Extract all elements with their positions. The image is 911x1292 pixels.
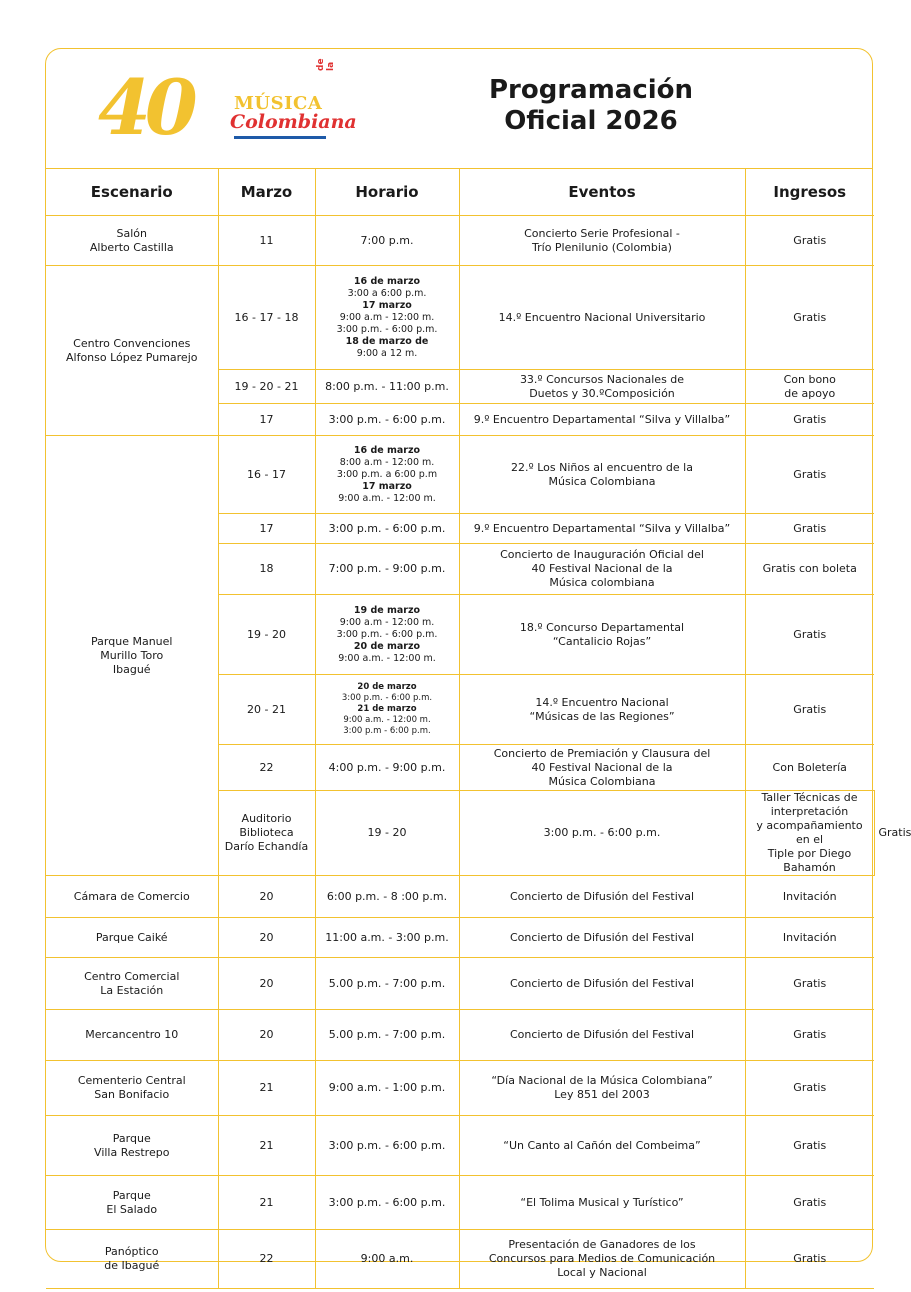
ingreso-cell bbox=[745, 436, 874, 514]
ingreso-line: de apoyo bbox=[784, 386, 836, 400]
venue-cell bbox=[46, 216, 218, 266]
schedule-time: 4:00 p.m. - 9:00 p.m. bbox=[328, 760, 446, 774]
event-line: Trío Plenilunio (Colombia) bbox=[532, 240, 672, 254]
marzo-cell: 19 - 20 - 21 bbox=[218, 370, 315, 404]
horario-cell bbox=[315, 544, 459, 595]
event-line: Música colombiana bbox=[549, 576, 655, 589]
marzo-cell: 16 - 17 bbox=[218, 436, 315, 514]
schedule-time: 6:00 p.m. - 8 :00 p.m. bbox=[326, 889, 448, 903]
event-line: 18.º Concurso Departamental bbox=[519, 620, 685, 634]
venue-cell bbox=[46, 918, 218, 958]
event-cell bbox=[459, 918, 745, 958]
event-cell bbox=[459, 436, 745, 514]
horario-cell bbox=[315, 675, 459, 745]
ingreso-line: Gratis bbox=[793, 627, 827, 641]
ingreso-line: Invitación bbox=[782, 889, 837, 903]
ingreso-line: Gratis bbox=[793, 976, 827, 990]
venue-cell bbox=[218, 791, 315, 876]
schedule-time: 3:00 p.m. - 6:00 p.m. bbox=[328, 1195, 446, 1209]
horario-cell bbox=[315, 436, 459, 514]
ingreso-cell bbox=[745, 370, 874, 404]
venue-line: San Bonifacio bbox=[94, 1088, 170, 1101]
schedule-time: 3:00 p.m. - 6:00 p.m. bbox=[336, 323, 438, 335]
horario-cell bbox=[315, 918, 459, 958]
venue-line: Salón bbox=[116, 226, 147, 240]
event-line: Concierto de Difusión del Festival bbox=[509, 889, 695, 903]
ingreso-line: Gratis bbox=[793, 310, 827, 324]
schedule-time: 9:00 a.m - 12:00 m. bbox=[339, 616, 435, 628]
ingreso-line: Gratis bbox=[793, 1252, 827, 1265]
schedule-time: 3:00 a 6:00 p.m. bbox=[347, 287, 427, 299]
horario-cell bbox=[315, 1230, 459, 1289]
table-row bbox=[46, 216, 874, 266]
venue-cell bbox=[46, 1061, 218, 1116]
event-line: Concierto Serie Profesional - bbox=[524, 226, 680, 240]
ingreso-cell bbox=[745, 216, 874, 266]
title-line-1: Programación bbox=[488, 75, 694, 105]
venue-cell bbox=[46, 1116, 218, 1176]
event-line: Concierto de Difusión del Festival bbox=[509, 1028, 695, 1041]
schedule-table bbox=[46, 169, 911, 1289]
horario-cell bbox=[315, 404, 459, 436]
marzo-cell: 22 bbox=[218, 1230, 315, 1289]
schedule-date: 20 de marzo bbox=[353, 640, 421, 652]
marzo-cell: 20 bbox=[218, 1010, 315, 1061]
marzo-cell: 21 bbox=[218, 1116, 315, 1176]
col-header-ingresos: Ingresos bbox=[745, 169, 874, 216]
event-cell bbox=[459, 404, 745, 436]
event-line: 40 Festival Nacional de la bbox=[531, 562, 673, 575]
event-cell bbox=[459, 1061, 745, 1116]
table-row bbox=[46, 1061, 874, 1116]
horario-cell bbox=[315, 1061, 459, 1116]
venue-line: Centro Convenciones bbox=[73, 336, 191, 350]
venue-line: de Ibagué bbox=[104, 1259, 160, 1272]
ingreso-cell bbox=[745, 958, 874, 1010]
ingreso-cell bbox=[745, 1230, 874, 1289]
marzo-cell: 19 - 20 bbox=[218, 595, 315, 675]
logo-dela: de la bbox=[316, 58, 336, 71]
event-cell bbox=[459, 1116, 745, 1176]
event-line: 14.º Encuentro Nacional bbox=[535, 695, 669, 709]
schedule-time: 5.00 p.m. - 7:00 p.m. bbox=[328, 976, 446, 990]
schedule-date: 17 marzo bbox=[362, 480, 412, 492]
event-line: Concierto de Inauguración Oficial del bbox=[500, 548, 704, 561]
col-header-escenario: Escenario bbox=[46, 169, 218, 216]
marzo-cell: 21 bbox=[218, 1061, 315, 1116]
ingreso-cell bbox=[745, 918, 874, 958]
ingreso-line: Gratis bbox=[793, 702, 827, 716]
ingreso-cell bbox=[745, 1176, 874, 1230]
schedule-date: 21 de marzo bbox=[357, 704, 417, 714]
event-cell bbox=[459, 370, 745, 404]
ingreso-line: Con bono bbox=[783, 372, 836, 386]
venue-line: Parque Caiké bbox=[95, 930, 168, 944]
marzo-cell: 18 bbox=[218, 544, 315, 595]
marzo-cell: 11 bbox=[218, 216, 315, 266]
event-line: Duetos y 30.ºComposición bbox=[529, 386, 675, 400]
col-header-horario: Horario bbox=[315, 169, 459, 216]
schedule-time: 3:00 p.m. - 6:00 p.m. bbox=[543, 826, 661, 839]
venue-line: Villa Restrepo bbox=[94, 1145, 170, 1159]
schedule-time: 3:00 p.m - 6:00 p.m. bbox=[343, 726, 431, 736]
venue-line: Alberto Castilla bbox=[89, 240, 174, 254]
event-line: 40 Festival Nacional de la bbox=[531, 760, 673, 774]
ingreso-line: Gratis bbox=[793, 412, 827, 426]
venue-line: Mercancentro 10 bbox=[85, 1028, 179, 1041]
table-row: Auditorio Biblioteca Darío Echandía 19 - 20 3:00 p.m. - 6:00 p.m. Taller Técnicas de interpretación y acompañamiento en el Tiple por Diego Bahamón Gratis bbox=[46, 791, 874, 876]
venue-line: Parque bbox=[112, 1188, 151, 1202]
ingreso-line: Gratis bbox=[793, 1028, 827, 1041]
schedule-time: 3:00 p.m. - 6:00 p.m. bbox=[328, 1138, 446, 1152]
event-cell bbox=[459, 514, 745, 544]
event-line: Música Colombiana bbox=[548, 774, 656, 788]
event-line: 9.º Encuentro Departamental “Silva y Villalba” bbox=[473, 412, 731, 426]
ingreso-line: Gratis bbox=[793, 1138, 827, 1152]
ingreso-cell bbox=[745, 514, 874, 544]
venue-cell bbox=[46, 1230, 218, 1289]
festival-logo bbox=[98, 58, 357, 153]
marzo-cell: 20 bbox=[218, 918, 315, 958]
venue-line: Parque Manuel bbox=[91, 634, 173, 648]
horario-cell bbox=[315, 266, 459, 370]
ingreso-cell bbox=[745, 404, 874, 436]
event-cell bbox=[459, 266, 745, 370]
ingreso-line: Gratis con boleta bbox=[762, 562, 857, 575]
event-line: “El Tolima Musical y Turístico” bbox=[520, 1195, 684, 1209]
schedule-time: 9:00 a.m. bbox=[360, 1252, 414, 1265]
schedule-date: 17 marzo bbox=[362, 299, 412, 311]
event-line: Música Colombiana bbox=[548, 474, 656, 488]
ingreso-line: Gratis bbox=[793, 1195, 827, 1209]
event-line: “Día Nacional de la Música Colombiana” bbox=[491, 1074, 713, 1087]
horario-cell bbox=[315, 876, 459, 918]
horario-cell bbox=[315, 595, 459, 675]
col-header-marzo: Marzo bbox=[218, 169, 315, 216]
table-row bbox=[46, 436, 874, 514]
table-header-row bbox=[46, 169, 874, 216]
event-line: Concursos para Medios de Comunicación bbox=[488, 1252, 716, 1265]
marzo-cell: 21 bbox=[218, 1176, 315, 1230]
event-line: Concierto de Difusión del Festival bbox=[509, 976, 695, 990]
schedule-time: 9:00 a.m - 12:00 m. bbox=[339, 311, 435, 323]
event-line: Local y Nacional bbox=[557, 1266, 647, 1279]
ingreso-line: Gratis bbox=[793, 467, 827, 481]
venue-line: Auditorio Biblioteca bbox=[239, 812, 294, 839]
ingreso-cell bbox=[745, 595, 874, 675]
event-line: 9.º Encuentro Departamental “Silva y Villalba” bbox=[473, 521, 731, 535]
ingreso-line: Invitación bbox=[782, 930, 837, 944]
venue-cell bbox=[46, 876, 218, 918]
ingreso-cell bbox=[745, 1116, 874, 1176]
ingreso-cell bbox=[745, 1061, 874, 1116]
event-line: 22.º Los Niños al encuentro de la bbox=[511, 460, 693, 474]
venue-cell bbox=[46, 958, 218, 1010]
venue-line: La Estación bbox=[100, 983, 164, 997]
ingreso-line: Gratis bbox=[793, 1081, 827, 1094]
venue-line: Darío Echandía bbox=[224, 840, 309, 853]
event-cell bbox=[459, 216, 745, 266]
table-row bbox=[46, 1116, 874, 1176]
marzo-cell: 20 bbox=[218, 876, 315, 918]
schedule-time: 9:00 a.m. - 1:00 p.m. bbox=[328, 1081, 446, 1094]
logo-underline bbox=[234, 136, 326, 139]
program-sheet bbox=[45, 48, 911, 1279]
horario-cell bbox=[315, 370, 459, 404]
event-line: Concierto de Premiación y Clausura del bbox=[493, 746, 711, 760]
event-line: “Cantalicio Rojas” bbox=[552, 634, 652, 648]
schedule-time: 8:00 a.m - 12:00 m. bbox=[339, 456, 435, 468]
horario-cell bbox=[315, 745, 459, 791]
venue-line: El Salado bbox=[106, 1202, 158, 1216]
ingreso-line: Con Boletería bbox=[772, 760, 847, 774]
schedule-time: 9:00 a.m. - 12:00 m. bbox=[338, 652, 436, 664]
event-cell bbox=[459, 958, 745, 1010]
col-header-eventos: Eventos bbox=[459, 169, 745, 216]
event-line: “Un Canto al Cañón del Combeima” bbox=[503, 1138, 701, 1152]
venue-cell bbox=[46, 1010, 218, 1061]
horario-cell bbox=[315, 1116, 459, 1176]
event-line: y acompañamiento en el bbox=[756, 819, 863, 846]
ingreso-cell bbox=[745, 544, 874, 595]
venue-line: Cámara de Comercio bbox=[73, 889, 190, 903]
event-line: Tiple por Diego Bahamón bbox=[767, 847, 852, 874]
horario-cell bbox=[315, 1176, 459, 1230]
event-line: Presentación de Ganadores de los bbox=[508, 1238, 696, 1251]
ingreso-cell bbox=[745, 745, 874, 791]
table-row bbox=[46, 958, 874, 1010]
event-line: 14.º Encuentro Nacional Universitario bbox=[498, 310, 706, 324]
schedule-time: 3:00 p.m. - 6:00 p.m. bbox=[328, 412, 446, 426]
venue-line: Alfonso López Pumarejo bbox=[65, 350, 198, 364]
marzo-cell: 22 bbox=[218, 745, 315, 791]
marzo-cell: 17 bbox=[218, 514, 315, 544]
event-line: Ley 851 del 2003 bbox=[554, 1088, 650, 1101]
table-row bbox=[46, 1230, 874, 1289]
event-cell bbox=[459, 1230, 745, 1289]
event-line: Taller Técnicas de interpretación bbox=[761, 791, 858, 818]
ingreso-cell bbox=[745, 266, 874, 370]
horario-cell bbox=[315, 1010, 459, 1061]
venue-line: Murillo Toro bbox=[100, 648, 164, 662]
table-row bbox=[46, 876, 874, 918]
event-cell bbox=[459, 876, 745, 918]
event-cell bbox=[459, 544, 745, 595]
schedule-time: 9:00 a.m. - 12:00 m. bbox=[343, 715, 431, 725]
horario-cell bbox=[459, 791, 745, 876]
venue-line: Centro Comercial bbox=[84, 969, 180, 983]
schedule-date: 20 de marzo bbox=[357, 682, 417, 692]
table-row bbox=[46, 1010, 874, 1061]
schedule-time: 3:00 p.m. a 6:00 p.m bbox=[336, 468, 438, 480]
ingreso-line: Gratis bbox=[793, 233, 827, 247]
logo-colombiana: Colombiana bbox=[230, 111, 357, 133]
marzo-cell: 20 bbox=[218, 958, 315, 1010]
schedule-date: 19 de marzo bbox=[353, 604, 421, 616]
horario-cell bbox=[315, 514, 459, 544]
schedule-time: 3:00 p.m. - 6:00 p.m. bbox=[328, 521, 446, 535]
title-line-2: Oficial 2026 bbox=[504, 106, 678, 136]
venue-line: Cementerio Central bbox=[77, 1074, 186, 1087]
schedule-body bbox=[46, 216, 911, 1289]
venue-cell bbox=[46, 266, 218, 436]
event-line: Concierto de Difusión del Festival bbox=[509, 930, 695, 944]
event-line: 33.º Concursos Nacionales de bbox=[519, 372, 685, 386]
ingreso-line: Gratis bbox=[793, 521, 827, 535]
marzo-cell: 17 bbox=[218, 404, 315, 436]
event-cell bbox=[459, 1176, 745, 1230]
schedule-time: 7:00 p.m. - 9:00 p.m. bbox=[328, 562, 446, 575]
schedule-date: 16 de marzo bbox=[353, 275, 421, 287]
schedule-time: 3:00 p.m. - 6:00 p.m. bbox=[341, 693, 433, 703]
header bbox=[46, 49, 872, 169]
logo-musica: MÚSICA bbox=[234, 93, 323, 114]
event-cell bbox=[459, 675, 745, 745]
table-row bbox=[46, 1176, 874, 1230]
schedule-date: 18 de marzo de bbox=[345, 335, 429, 347]
venue-cell bbox=[46, 436, 218, 876]
event-cell bbox=[459, 745, 745, 791]
event-cell bbox=[745, 791, 874, 876]
schedule-date: 16 de marzo bbox=[353, 444, 421, 456]
ingreso-cell bbox=[745, 876, 874, 918]
marzo-cell: 16 - 17 - 18 bbox=[218, 266, 315, 370]
schedule-time: 5.00 p.m. - 7:00 p.m. bbox=[328, 1028, 446, 1041]
table-row bbox=[46, 918, 874, 958]
schedule-time: 7:00 p.m. bbox=[360, 233, 414, 247]
venue-line: Parque bbox=[112, 1131, 151, 1145]
venue-cell bbox=[46, 1176, 218, 1230]
ingreso-cell bbox=[745, 675, 874, 745]
ingreso-cell bbox=[745, 1010, 874, 1061]
schedule-time: 3:00 p.m. - 6:00 p.m. bbox=[336, 628, 438, 640]
page-title bbox=[426, 75, 756, 137]
logo-number: 40 bbox=[98, 63, 192, 152]
schedule-time: 9:00 a.m. - 12:00 m. bbox=[338, 492, 436, 504]
schedule-time: 9:00 a 12 m. bbox=[356, 347, 418, 359]
schedule-time: 8:00 p.m. - 11:00 p.m. bbox=[325, 379, 449, 393]
table-row bbox=[46, 266, 874, 370]
marzo-cell: 20 - 21 bbox=[218, 675, 315, 745]
event-cell bbox=[459, 1010, 745, 1061]
schedule-time: 11:00 a.m. - 3:00 p.m. bbox=[325, 930, 449, 944]
venue-line: Panóptico bbox=[104, 1245, 159, 1258]
horario-cell bbox=[315, 216, 459, 266]
venue-line: Ibagué bbox=[112, 662, 151, 676]
horario-cell bbox=[315, 958, 459, 1010]
marzo-cell: 19 - 20 bbox=[315, 791, 459, 876]
event-cell bbox=[459, 595, 745, 675]
event-line: “Músicas de las Regiones” bbox=[529, 709, 675, 723]
